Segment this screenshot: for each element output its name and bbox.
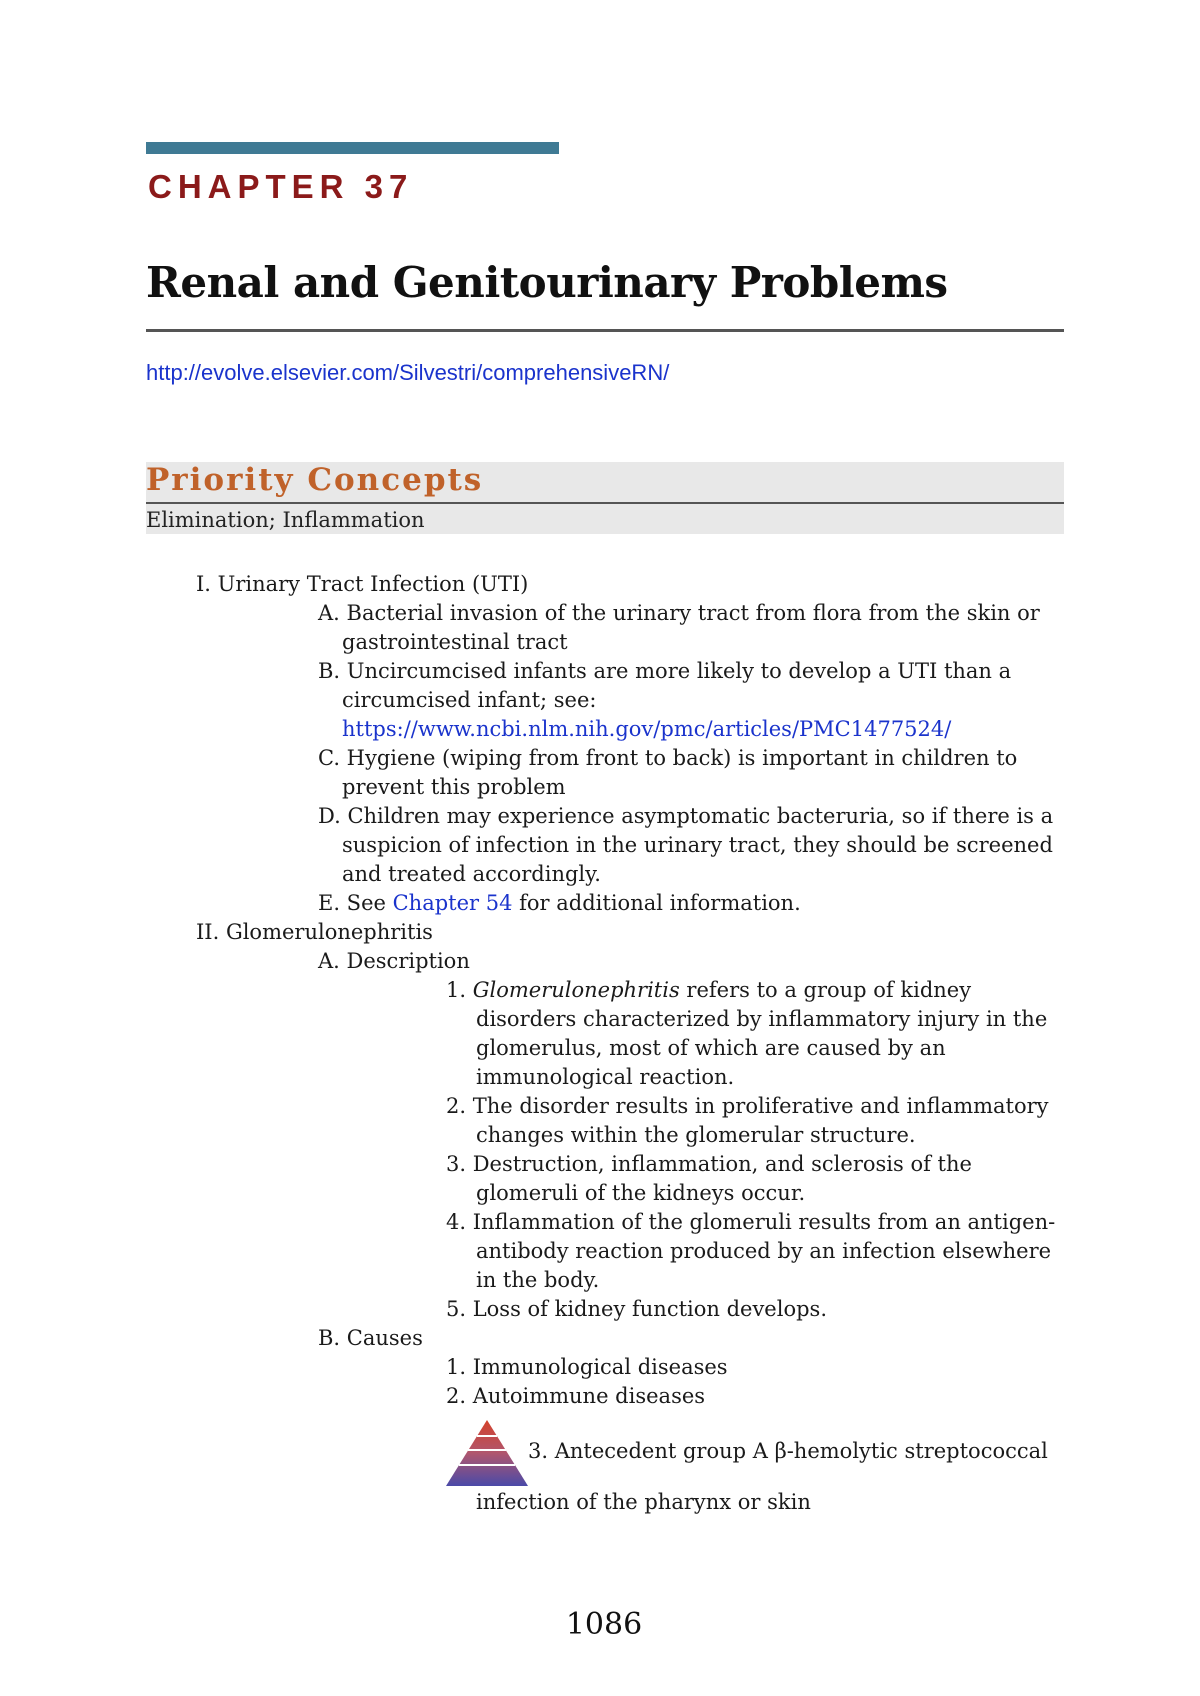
- outline-heading-glomerulonephritis: II. Glomerulonephritis: [196, 920, 433, 944]
- title-divider: [146, 329, 1064, 332]
- chapter-accent-bar: [146, 142, 559, 154]
- chapter-54-link[interactable]: Chapter 54: [392, 891, 513, 915]
- uti-item-e: [318, 889, 801, 918]
- gn-a-3: 3. Destruction, inflammation, and sclerosis of the: [446, 1152, 972, 1176]
- uti-item-e-pre: E. See: [318, 891, 393, 915]
- gn-b-3-cont: infection of the pharynx or skin: [476, 1490, 811, 1514]
- gn-b-3: 3. Antecedent group A β-hemolytic streptococcal: [528, 1439, 1048, 1463]
- page-number: 1086: [565, 1607, 643, 1642]
- priority-concepts-text: Elimination; Inflammation: [146, 508, 425, 532]
- uti-item-b-cont: circumcised infant; see:: [342, 688, 597, 712]
- uti-item-a: A. Bacterial invasion of the urinary tract from flora from the skin or: [318, 601, 1040, 625]
- gn-a-1-cont2: glomerulus, most of which are caused by an: [476, 1036, 946, 1060]
- uti-item-c: C. Hygiene (wiping from front to back) is important in children to: [318, 746, 1018, 770]
- gn-a-1-num: 1.: [446, 978, 473, 1002]
- gn-b-1: 1. Immunological diseases: [446, 1355, 728, 1379]
- gn-a-4-cont: antibody reaction produced by an infection elsewhere: [476, 1239, 1052, 1263]
- priority-concepts-divider: [146, 502, 1064, 504]
- gn-a-4-cont2: in the body.: [476, 1268, 600, 1292]
- ncbi-link[interactable]: https://www.ncbi.nlm.nih.gov/pmc/articles/PMC1477524/: [342, 717, 952, 741]
- priority-concepts-heading: Priority Concepts: [146, 462, 484, 498]
- outline-heading-uti: I. Urinary Tract Infection (UTI): [196, 572, 529, 596]
- gn-a-1-rest: refers to a group of kidney: [679, 978, 972, 1002]
- evolve-link[interactable]: http://evolve.elsevier.com/Silvestri/comprehensiveRN/: [146, 360, 670, 385]
- gn-item-b: B. Causes: [318, 1326, 423, 1350]
- gn-a-1-cont: disorders characterized by inflammatory injury in the: [476, 1007, 1048, 1031]
- gn-a-1: [446, 976, 971, 1005]
- page-title: Renal and Genitourinary Problems: [146, 258, 948, 307]
- uti-item-a-cont: gastrointestinal tract: [342, 630, 568, 654]
- uti-item-c-cont: prevent this problem: [342, 775, 566, 799]
- gn-b-2: 2. Autoimmune diseases: [446, 1384, 706, 1408]
- uti-item-b: B. Uncircumcised infants are more likely to develop a UTI than a: [318, 659, 1012, 683]
- uti-item-d-cont2: and treated accordingly.: [342, 862, 601, 886]
- chapter-label: CHAPTER 37: [148, 168, 414, 205]
- uti-item-d: D. Children may experience asymptomatic bacteruria, so if there is a: [318, 804, 1054, 828]
- gn-a-3-cont: glomeruli of the kidneys occur.: [476, 1181, 806, 1205]
- pyramid-icon: [446, 1420, 528, 1486]
- gn-item-a: A. Description: [318, 949, 470, 973]
- gn-a-4: 4. Inflammation of the glomeruli results from an antigen-: [446, 1210, 1056, 1234]
- gn-a-2-cont: changes within the glomerular structure.: [476, 1123, 916, 1147]
- gn-a-1-cont3: immunological reaction.: [476, 1065, 735, 1089]
- uti-item-d-cont: suspicion of infection in the urinary tract, they should be screened: [342, 833, 1053, 857]
- uti-item-e-post: for additional information.: [512, 891, 801, 915]
- gn-a-1-term: Glomerulonephritis: [472, 978, 680, 1002]
- gn-a-5: 5. Loss of kidney function develops.: [446, 1297, 827, 1321]
- gn-a-2: 2. The disorder results in proliferative and inflammatory: [446, 1094, 1049, 1118]
